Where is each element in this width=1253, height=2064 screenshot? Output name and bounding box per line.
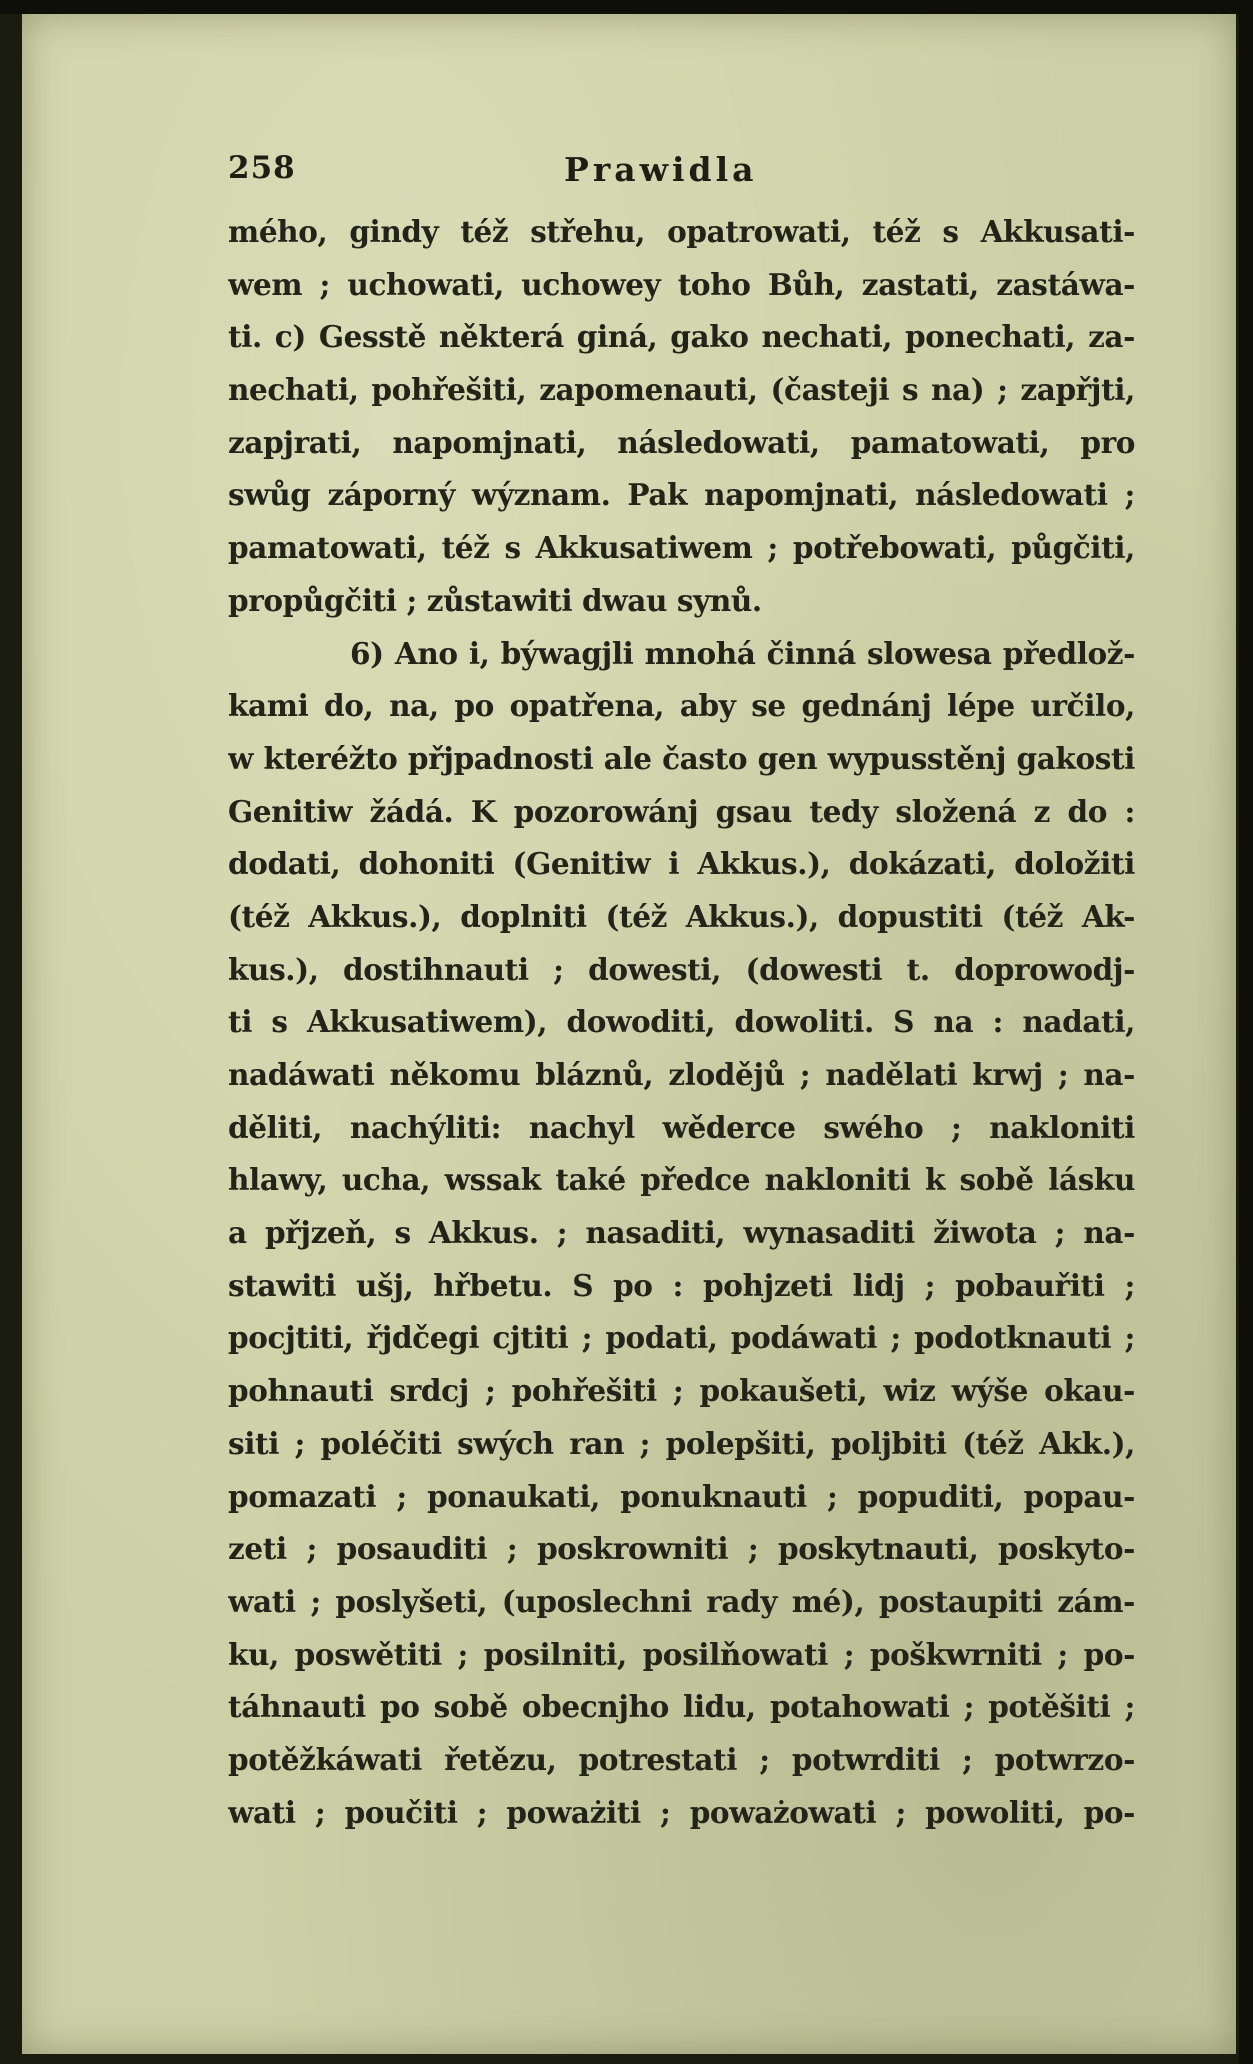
text-line: dodati, dohoniti (Genitiw i Akkus.), dokázati, doložiti bbox=[228, 846, 1135, 882]
text-line: děliti, nachýliti: nachyl wěderce swého ; nakloniti bbox=[228, 1109, 1135, 1145]
text-line: pocjtiti, řjdčegi cjtiti ; podati, podáwati ; podotknauti ; bbox=[228, 1320, 1135, 1356]
text-line: zapjrati, napomjnati, následowati, pamatowati, pro bbox=[228, 424, 1135, 460]
body-text bbox=[228, 206, 1135, 1839]
text-line: a přjzeň, s Akkus. ; nasaditi, wynasaditi žiwota ; na- bbox=[228, 1215, 1135, 1251]
page-number: 258 bbox=[228, 150, 296, 186]
text-line: Genitiw žádá. K pozorowánj gsau tedy složená z do : bbox=[228, 793, 1135, 829]
text-line: pamatowati, též s Akkusatiwem ; potřebowati, půgčiti, bbox=[228, 530, 1135, 566]
text-line: nechati, pohřešiti, zapomenauti, (časteji s na) ; zapřjti, bbox=[228, 372, 1135, 408]
text-line: w kteréžto přjpadnosti ale často gen wypusstěnj gakosti bbox=[228, 740, 1135, 776]
text-line: nadáwati někomu bláznů, zlodějů ; nadělati krwj ; na- bbox=[228, 1057, 1135, 1092]
text-line: zeti ; posauditi ; poskrowniti ; poskytnauti, poskyto- bbox=[228, 1531, 1135, 1567]
text-line: ku, poswětiti ; posilniti, posilňowati ; poškwrniti ; po- bbox=[228, 1636, 1135, 1672]
text-line: ti. c) Gesstě některá giná, gako nechati, ponechati, za- bbox=[228, 319, 1135, 355]
paragraph-start-line: 6) Ano i, býwagjli mnohá činná slowesa předlož- bbox=[350, 635, 1135, 671]
text-line: stawiti ušj, hřbetu. S po : pohjzeti lidj ; pobauřiti ; bbox=[228, 1267, 1135, 1303]
text-line: wem ; uchowati, uchowey toho Bůh, zastati, zastáwa- bbox=[228, 266, 1135, 302]
text-line: hlawy, ucha, wssak také předce nakloniti k sobě lásku bbox=[228, 1162, 1135, 1198]
text-line: swůg záporný wýznam. Pak napomjnati, následowati ; bbox=[228, 477, 1135, 513]
text-line: siti ; poléčiti swých ran ; polepšiti, poljbiti (též Akk.), bbox=[228, 1425, 1135, 1461]
text-line: ti s Akkusatiwem), dowoditi, dowoliti. S na : nadati, bbox=[228, 1004, 1135, 1040]
running-head: Prawidla bbox=[564, 150, 758, 189]
scan-right-edge bbox=[1239, 0, 1253, 2064]
page-header bbox=[228, 150, 1128, 196]
text-line: kami do, na, po opatřena, aby se gednánj lépe určilo, bbox=[228, 688, 1135, 724]
text-line: mého, gindy též střehu, opatrowati, též s Akkusati- bbox=[228, 214, 1135, 249]
text-line: táhnauti po sobě obecnjho lidu, potahowati ; potěšiti ; bbox=[228, 1689, 1135, 1725]
text-line: propůgčiti ; zůstawiti dwau synů. bbox=[228, 582, 762, 618]
text-line: pohnauti srdcj ; pohřešiti ; pokaušeti, wiz wýše okau- bbox=[228, 1373, 1135, 1409]
text-line: pomazati ; ponaukati, ponuknauti ; popuditi, popau- bbox=[228, 1478, 1135, 1514]
text-line: (též Akkus.), doplniti (též Akkus.), dopustiti (též Ak- bbox=[228, 898, 1135, 934]
text-line: potěžkáwati řetězu, potrestati ; potwrditi ; potwrzo- bbox=[228, 1741, 1135, 1777]
scan-top-edge bbox=[0, 0, 1253, 14]
text-line: wati ; poučiti ; poważiti ; poważowati ; powoliti, po- bbox=[228, 1794, 1135, 1830]
text-line: wati ; poslyšeti, (uposlechni rady mé), postaupiti zám- bbox=[228, 1583, 1135, 1619]
text-line: kus.), dostihnauti ; dowesti, (dowesti t. doprowodj- bbox=[228, 951, 1135, 987]
